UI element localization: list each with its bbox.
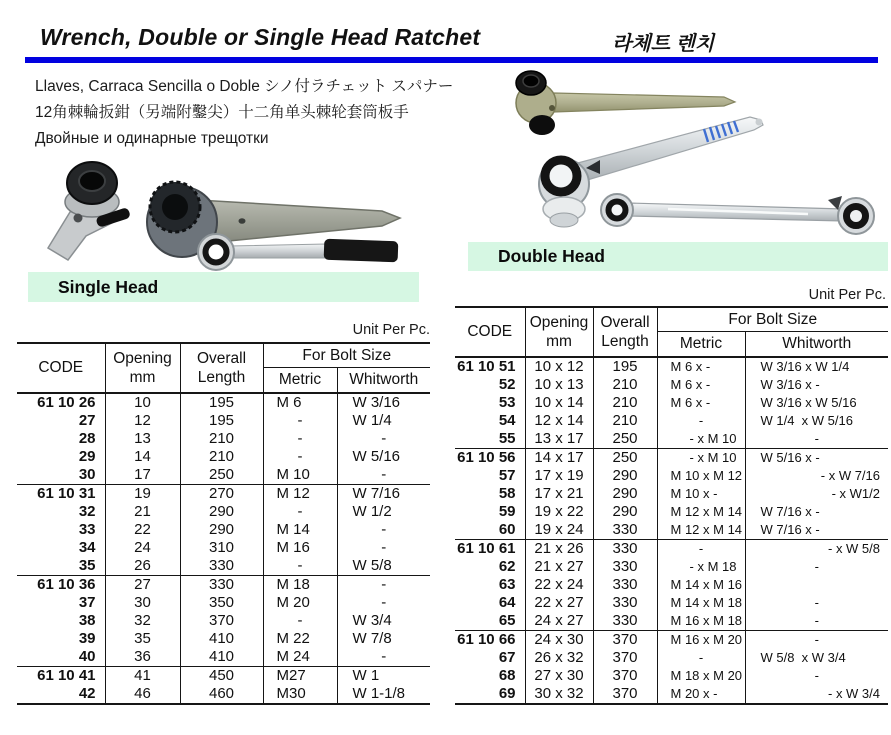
cell-code: 52: [498, 375, 516, 393]
cell-whitworth: -: [745, 630, 888, 649]
table-row: [17, 539, 430, 557]
cell-metric: M 10: [263, 466, 337, 485]
col-header-overall: Overall Length: [593, 307, 657, 357]
cell-opening: 17 x 19: [525, 467, 593, 485]
cell-opening: 12: [105, 412, 180, 430]
cell-code: 40: [78, 647, 96, 665]
cell-opening: 17 x 21: [525, 485, 593, 503]
cell-metric: - x M 18: [657, 558, 745, 576]
cell-code: 33: [78, 520, 96, 538]
cell-whitworth: W 5/16 x -: [745, 448, 888, 467]
col-header-opening: Opening mm: [525, 307, 593, 357]
cell-opening: 46: [105, 685, 180, 704]
cell-metric: M 6 x -: [657, 357, 745, 376]
single-head-spec-table: [17, 342, 430, 705]
table-row: [455, 357, 888, 376]
cell-metric: -: [263, 503, 337, 521]
cell-metric: -: [263, 412, 337, 430]
table-row: [455, 394, 888, 412]
table-row: [17, 503, 430, 521]
cell-code: 65: [498, 611, 516, 629]
cell-overall: 330: [593, 594, 657, 612]
cell-metric: - x M 10: [657, 448, 745, 467]
single-head-table-body: [17, 393, 430, 704]
cell-opening: 22 x 27: [525, 594, 593, 612]
table-row: [455, 430, 888, 449]
cell-metric: M 16 x M 18: [657, 612, 745, 631]
cell-opening: 30: [105, 594, 180, 612]
cell-code: 61 10 36: [17, 575, 105, 594]
cell-overall: 250: [180, 466, 263, 485]
cell-opening: 17: [105, 466, 180, 485]
cell-overall: 410: [180, 630, 263, 648]
cell-opening: 24 x 30: [525, 630, 593, 649]
col-header-overall: Overall Length: [180, 343, 263, 393]
table-row: [17, 448, 430, 466]
cell-whitworth: W 1/4 x W 5/16: [745, 412, 888, 430]
cell-metric: M 20 x -: [657, 685, 745, 704]
cell-opening: 24: [105, 539, 180, 557]
table-row: [17, 521, 430, 539]
cell-metric: M 14 x M 16: [657, 576, 745, 594]
description-line-es-ja: Llaves, Carraca Sencilla o Doble シノ付ラチェット スパナー: [35, 78, 454, 95]
cell-overall: 370: [593, 667, 657, 685]
cell-whitworth: -: [745, 558, 888, 576]
cell-overall: 330: [593, 521, 657, 540]
double-head-table-header: [455, 307, 888, 357]
cell-code: 61 10 66: [455, 630, 525, 649]
table-row: [455, 667, 888, 685]
ring-ratchet-wrench-illustration: [198, 234, 398, 270]
cell-whitworth: -: [745, 430, 888, 449]
cell-metric: M 10 x -: [657, 485, 745, 503]
cell-opening: 10 x 12: [525, 357, 593, 376]
cell-metric: M 10 x M 12: [657, 467, 745, 485]
table-row: [455, 412, 888, 430]
single-head-attachment-illustration: [48, 162, 131, 260]
cell-code: 30: [78, 465, 96, 483]
cell-opening: 24 x 27: [525, 612, 593, 631]
table-row: [455, 448, 888, 467]
table-row: [455, 376, 888, 394]
double-head-table-body: [455, 357, 888, 704]
cell-opening: 36: [105, 648, 180, 667]
cell-opening: 13: [105, 430, 180, 448]
cell-metric: M 6 x -: [657, 376, 745, 394]
cell-metric: -: [263, 557, 337, 576]
multilingual-description: [35, 74, 453, 152]
cell-overall: 370: [593, 630, 657, 649]
cell-opening: 21 x 26: [525, 539, 593, 558]
cell-whitworth: W 3/4: [337, 612, 430, 630]
cell-metric: M 6: [263, 393, 337, 412]
cell-metric: -: [657, 412, 745, 430]
cell-code: 53: [498, 393, 516, 411]
cell-opening: 27: [105, 575, 180, 594]
cell-whitworth: -: [337, 594, 430, 612]
unit-per-pc-label-single: Unit Per Pc.: [352, 322, 430, 338]
cell-overall: 450: [180, 666, 263, 685]
cell-metric: M 12 x M 14: [657, 503, 745, 521]
table-row: [455, 558, 888, 576]
cell-overall: 330: [593, 539, 657, 558]
table-row: [455, 612, 888, 631]
cell-code: 58: [498, 484, 516, 502]
table-row: [17, 412, 430, 430]
cell-overall: 370: [180, 612, 263, 630]
cell-whitworth: W 7/16 x -: [745, 503, 888, 521]
cell-overall: 195: [180, 393, 263, 412]
cell-whitworth: - x W 5/8: [745, 539, 888, 558]
cell-overall: 290: [180, 503, 263, 521]
cell-metric: M 12: [263, 484, 337, 503]
col-header-whitworth: Whitworth: [337, 368, 430, 393]
table-row: [17, 648, 430, 667]
cell-code: 28: [78, 429, 96, 447]
col-header-whitworth: Whitworth: [745, 332, 888, 357]
cell-code: 29: [78, 447, 96, 465]
cell-code: 60: [498, 520, 516, 538]
table-row: [455, 685, 888, 704]
cell-whitworth: - x W 7/16: [745, 467, 888, 485]
cell-overall: 330: [593, 576, 657, 594]
table-row: [455, 503, 888, 521]
cell-overall: 370: [593, 649, 657, 667]
cell-overall: 350: [180, 594, 263, 612]
cell-metric: -: [263, 430, 337, 448]
table-row: [17, 612, 430, 630]
cell-opening: 12 x 14: [525, 412, 593, 430]
cell-opening: 14 x 17: [525, 448, 593, 467]
table-row: [17, 557, 430, 576]
cell-overall: 210: [593, 394, 657, 412]
cell-metric: M 24: [263, 648, 337, 667]
cell-overall: 210: [593, 412, 657, 430]
cell-whitworth: W 5/8: [337, 557, 430, 576]
col-header-opening: Opening mm: [105, 343, 180, 393]
cell-overall: 290: [180, 521, 263, 539]
cell-whitworth: W 7/16 x -: [745, 521, 888, 540]
cell-whitworth: W 7/16: [337, 484, 430, 503]
double-ring-ratchet-wrench-illustration: [601, 194, 874, 234]
cell-whitworth: -: [337, 466, 430, 485]
cell-code: 64: [498, 593, 516, 611]
col-header-bolt-size: For Bolt Size: [657, 307, 888, 332]
cell-code: 59: [498, 502, 516, 520]
cell-whitworth: W 3/16 x W 1/4: [745, 357, 888, 376]
double-socket-podger-wrench-illustration: [516, 71, 735, 135]
unit-per-pc-label-double: Unit Per Pc.: [808, 287, 886, 303]
cell-code: 61 10 41: [17, 666, 105, 685]
col-header-metric: Metric: [657, 332, 745, 357]
cell-overall: 290: [593, 485, 657, 503]
cell-opening: 22 x 24: [525, 576, 593, 594]
cell-whitworth: W 3/16: [337, 393, 430, 412]
cell-overall: 290: [593, 467, 657, 485]
table-row: [17, 393, 430, 412]
cell-opening: 19 x 24: [525, 521, 593, 540]
cell-whitworth: -: [337, 648, 430, 667]
cell-overall: 330: [593, 558, 657, 576]
single-head-product-photo: [30, 150, 440, 275]
cell-overall: 270: [180, 484, 263, 503]
cell-whitworth: - x W 3/4: [745, 685, 888, 704]
cell-metric: M30: [263, 685, 337, 704]
description-line-ru: Двойные и одинарные трещотки: [35, 130, 269, 147]
cell-overall: 410: [180, 648, 263, 667]
cell-overall: 250: [593, 448, 657, 467]
cell-code: 61 10 31: [17, 484, 105, 503]
cell-overall: 210: [593, 376, 657, 394]
table-row: [17, 484, 430, 503]
cell-code: 35: [78, 556, 96, 574]
single-head-section-label: [28, 272, 419, 302]
cell-opening: 22: [105, 521, 180, 539]
cell-whitworth: -: [337, 521, 430, 539]
table-row: [17, 430, 430, 448]
page-title-korean: 라체트 렌치: [612, 33, 715, 55]
cell-opening: 26: [105, 557, 180, 576]
cell-opening: 10 x 13: [525, 376, 593, 394]
cell-metric: M 12 x M 14: [657, 521, 745, 540]
cell-overall: 460: [180, 685, 263, 704]
cell-opening: 13 x 17: [525, 430, 593, 449]
cell-metric: M 14 x M 18: [657, 594, 745, 612]
cell-whitworth: [745, 576, 888, 594]
title-divider-rule: [25, 57, 878, 63]
cell-opening: 32: [105, 612, 180, 630]
col-header-bolt-size: For Bolt Size: [263, 343, 430, 368]
cell-metric: M 16: [263, 539, 337, 557]
cell-code: 38: [78, 611, 96, 629]
cell-overall: 370: [593, 685, 657, 704]
cell-metric: M 20: [263, 594, 337, 612]
table-row: [455, 649, 888, 667]
cell-overall: 330: [593, 612, 657, 631]
cell-metric: M 22: [263, 630, 337, 648]
table-row: [17, 466, 430, 485]
cell-whitworth: W 3/16 x -: [745, 376, 888, 394]
page-title: Wrench, Double or Single Head Ratchet: [40, 24, 481, 50]
table-row: [455, 521, 888, 540]
double-head-label-text: Double Head: [498, 246, 605, 266]
cell-overall: 195: [180, 412, 263, 430]
cell-whitworth: W 1-1/8: [337, 685, 430, 704]
table-row: [455, 467, 888, 485]
description-line-zh: 12角棘輪扳鉗（另端附鑿尖）十二角单头棘轮套筒板手: [35, 104, 409, 121]
cell-metric: -: [657, 649, 745, 667]
cell-opening: 10 x 14: [525, 394, 593, 412]
single-head-table-container: [17, 342, 430, 705]
table-row: [17, 575, 430, 594]
table-row: [455, 594, 888, 612]
cell-whitworth: -: [337, 575, 430, 594]
cell-whitworth: -: [745, 667, 888, 685]
cell-code: 39: [78, 629, 96, 647]
cell-code: 68: [498, 666, 516, 684]
cell-metric: - x M 10: [657, 430, 745, 449]
cell-opening: 41: [105, 666, 180, 685]
cell-code: 54: [498, 411, 516, 429]
cell-overall: 290: [593, 503, 657, 521]
cell-code: 69: [498, 684, 516, 702]
table-row: [17, 630, 430, 648]
cell-metric: -: [263, 612, 337, 630]
cell-overall: 330: [180, 575, 263, 594]
cell-whitworth: -: [337, 430, 430, 448]
cell-whitworth: W 3/16 x W 5/16: [745, 394, 888, 412]
cell-metric: M 18 x M 20: [657, 667, 745, 685]
table-row: [455, 630, 888, 649]
cell-code: 62: [498, 557, 516, 575]
cell-opening: 35: [105, 630, 180, 648]
cell-code: 32: [78, 502, 96, 520]
table-row: [455, 485, 888, 503]
cell-metric: M 6 x -: [657, 394, 745, 412]
cell-code: 61 10 56: [455, 448, 525, 467]
cell-overall: 250: [593, 430, 657, 449]
cell-code: 57: [498, 466, 516, 484]
double-head-product-photo: [468, 68, 890, 240]
cell-whitworth: W 5/8 x W 3/4: [745, 649, 888, 667]
cell-code: 67: [498, 648, 516, 666]
col-header-code: CODE: [38, 359, 84, 377]
col-header-metric: Metric: [263, 368, 337, 393]
cell-whitworth: W 1/4: [337, 412, 430, 430]
cell-opening: 21 x 27: [525, 558, 593, 576]
cell-code: 61 10 51: [457, 357, 516, 375]
table-row: [17, 666, 430, 685]
single-head-label-text: Single Head: [58, 277, 159, 297]
cell-metric: -: [263, 448, 337, 466]
cell-overall: 210: [180, 430, 263, 448]
single-head-table-header: [17, 343, 430, 393]
cell-opening: 10: [105, 393, 180, 412]
cell-overall: 310: [180, 539, 263, 557]
cell-code: 61 10 26: [37, 393, 96, 411]
cell-code: 42: [78, 684, 96, 702]
cell-code: 63: [498, 575, 516, 593]
cell-code: 37: [78, 593, 96, 611]
cell-whitworth: -: [745, 612, 888, 631]
cell-opening: 14: [105, 448, 180, 466]
col-header-code: CODE: [467, 323, 513, 341]
cell-code: 61 10 61: [455, 539, 525, 558]
cell-overall: 330: [180, 557, 263, 576]
cell-whitworth: -: [745, 594, 888, 612]
table-row: [17, 594, 430, 612]
cell-metric: M 16 x M 20: [657, 630, 745, 649]
cell-opening: 26 x 32: [525, 649, 593, 667]
cell-opening: 21: [105, 503, 180, 521]
table-row: [455, 576, 888, 594]
cell-opening: 27 x 30: [525, 667, 593, 685]
cell-opening: 19: [105, 484, 180, 503]
cell-metric: M 14: [263, 521, 337, 539]
double-head-spec-table: [455, 306, 888, 705]
cell-whitworth: W 1/2: [337, 503, 430, 521]
cell-whitworth: W 5/16: [337, 448, 430, 466]
cell-code: 55: [498, 429, 516, 447]
cell-metric: -: [657, 539, 745, 558]
cell-metric: M 18: [263, 575, 337, 594]
cell-metric: M27: [263, 666, 337, 685]
cell-opening: 19 x 22: [525, 503, 593, 521]
cell-opening: 30 x 32: [525, 685, 593, 704]
cell-overall: 195: [593, 357, 657, 376]
cell-whitworth: W 1: [337, 666, 430, 685]
table-row: [17, 685, 430, 704]
cell-whitworth: -: [337, 539, 430, 557]
cell-overall: 210: [180, 448, 263, 466]
cell-whitworth: W 7/8: [337, 630, 430, 648]
cell-code: 27: [78, 411, 96, 429]
cell-code: 34: [78, 538, 96, 556]
table-row: [455, 539, 888, 558]
double-head-table-container: [455, 306, 888, 705]
double-head-section-label: [468, 242, 888, 271]
cell-whitworth: - x W1/2: [745, 485, 888, 503]
